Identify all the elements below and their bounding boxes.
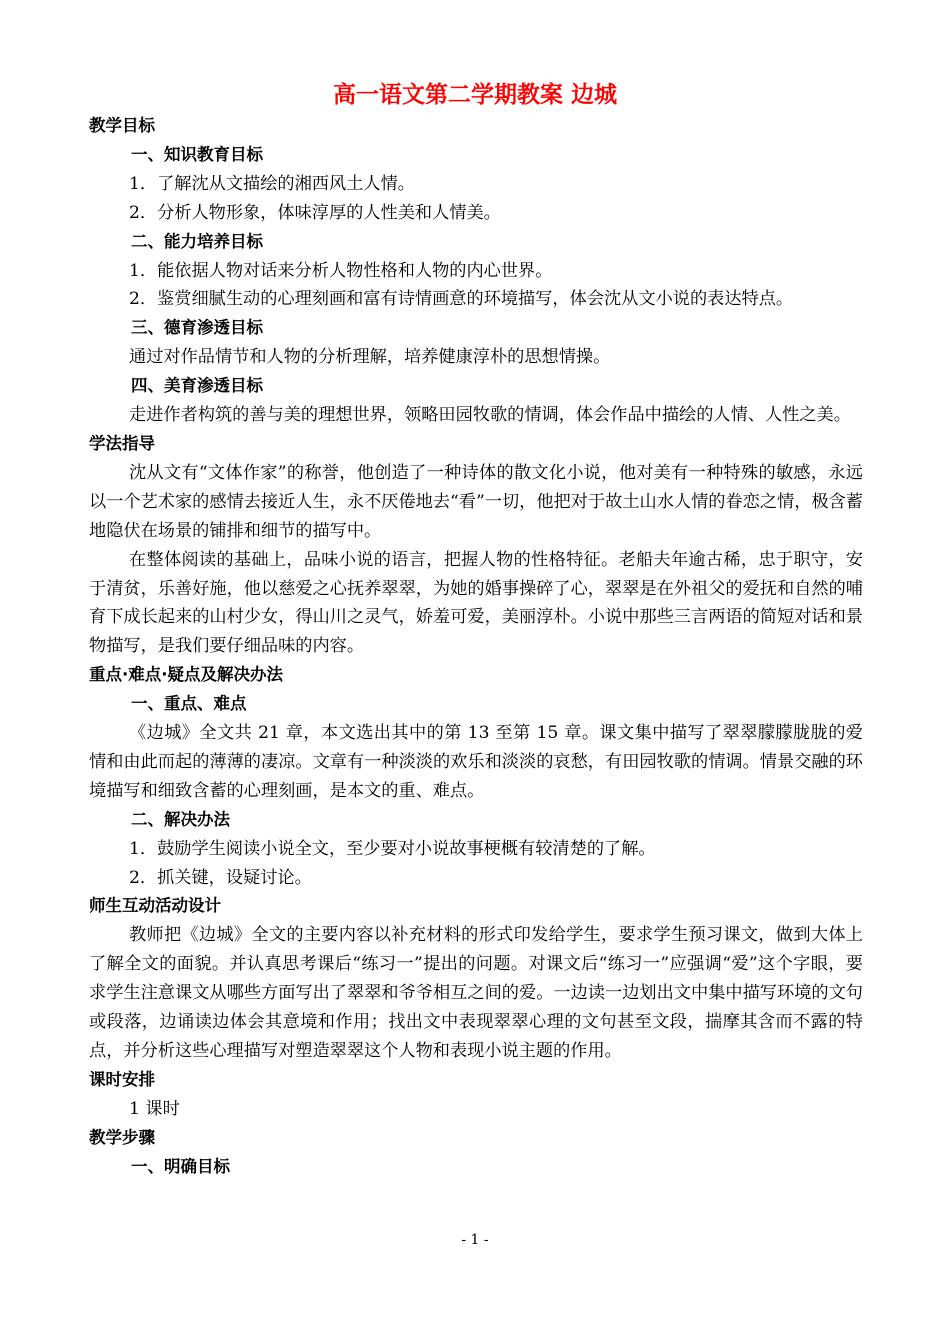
list-item: 2．分析人物形象，体味淳厚的人性美和人情美。 [129, 202, 501, 223]
paragraph: 《边城》全文共 21 章，本文选出其中的第 13 至第 15 章。课文集中描写了翠翠朦朦胧胧的爱情和由此而起的薄薄的凄凉。文章有一种淡淡的欢乐和淡淡的哀愁，有田园牧歌的情调。情景交融的环境描写和细致含蓄的心理刻画，是本文的重、难点。 [89, 723, 863, 801]
subheading-aesthetic-goals: 四、美育渗透目标 [131, 376, 263, 396]
subheading-moral-goals: 三、德育渗透目标 [131, 318, 263, 338]
section-heading-teaching-goals: 教学目标 [89, 116, 155, 135]
subheading-clarify-goals: 一、明确目标 [131, 1156, 230, 1176]
list-item: 2．鉴赏细腻生动的心理刻画和富有诗情画意的环境描写，体会沈从文小说的表达特点。 [129, 289, 794, 310]
paragraph: 走进作者构筑的善与美的理想世界，领略田园牧歌的情调，体会作品中描绘的人情、人性之美。 [129, 405, 851, 426]
document-title: 高一语文第二学期教案 边城 [332, 82, 617, 108]
document-body [89, 112, 863, 1182]
section-heading-study-guide: 学法指导 [89, 433, 155, 453]
section-heading-key-points: 重点·难点·疑点及解决办法 [89, 665, 284, 685]
list-item: 2．抓关键，设疑讨论。 [129, 867, 312, 888]
paragraph: 在整体阅读的基础上，品味小说的语言，把握人物的性格特征。老船夫年逾古稀，忠于职守，安于清贫，乐善好施，他以慈爱之心抚养翠翠，为她的婚事操碎了心，翠翠是在外祖父的爱抚和自然的哺育下成长起来的山村少女，得山川之灵气，娇羞可爱，美丽淳朴。小说中那些三言两语的简短对话和景物描写，是我们要仔细品味的内容。 [89, 549, 863, 657]
paragraph: 通过对作品情节和人物的分析理解，培养健康淳朴的思想情操。 [129, 347, 611, 368]
list-item: 1．能依据人物对话来分析人物性格和人物的内心世界。 [129, 260, 553, 281]
paragraph: 1 课时 [129, 1098, 180, 1119]
paragraph: 沈从文有“文体作家”的称誉，他创造了一种诗体的散文化小说，他对美有一种特殊的敏感，永远以一个艺术家的感情去接近人生，永不厌倦地去“看”一切，他把对于故土山水人情的眷恋之情，极含蓄地隐伏在场景的铺排和细节的描写中。 [89, 462, 863, 541]
subheading-knowledge-goals: 一、知识教育目标 [131, 144, 263, 164]
section-heading-teaching-steps: 教学步骤 [89, 1127, 155, 1147]
list-item: 1．鼓励学生阅读小说全文，至少要对小说故事梗概有较清楚的了解。 [129, 838, 656, 859]
subheading-ability-goals: 二、能力培养目标 [131, 231, 263, 251]
subheading-key-difficult-points: 一、重点、难点 [131, 694, 247, 714]
paragraph: 教师把《边城》全文的主要内容以补充材料的形式印发给学生，要求学生预习课文，做到大体上了解全文的面貌。并认真思考课后“练习一”提出的问题。对课文后“练习一”应强调“爱”这个字眼，要求学生注意课文从哪些方面写出了翠翠和爷爷相互之间的爱。一边读一边划出文中集中描写环境的文句或段落，边诵读边体会其意境和作用；找出文中表现翠翠心理的文句甚至文段，揣摩其含而不露的特点，并分析这些心理描写对塑造翠翠这个人物和表现小说主题的作用。 [89, 925, 863, 1061]
subheading-solutions: 二、解决办法 [131, 809, 230, 829]
section-heading-interaction-design: 师生互动活动设计 [89, 896, 221, 916]
page-number: - 1 - [461, 1232, 489, 1248]
list-item: 1．了解沈从文描绘的湘西风土人情。 [129, 173, 415, 194]
section-heading-schedule: 课时安排 [89, 1069, 155, 1089]
